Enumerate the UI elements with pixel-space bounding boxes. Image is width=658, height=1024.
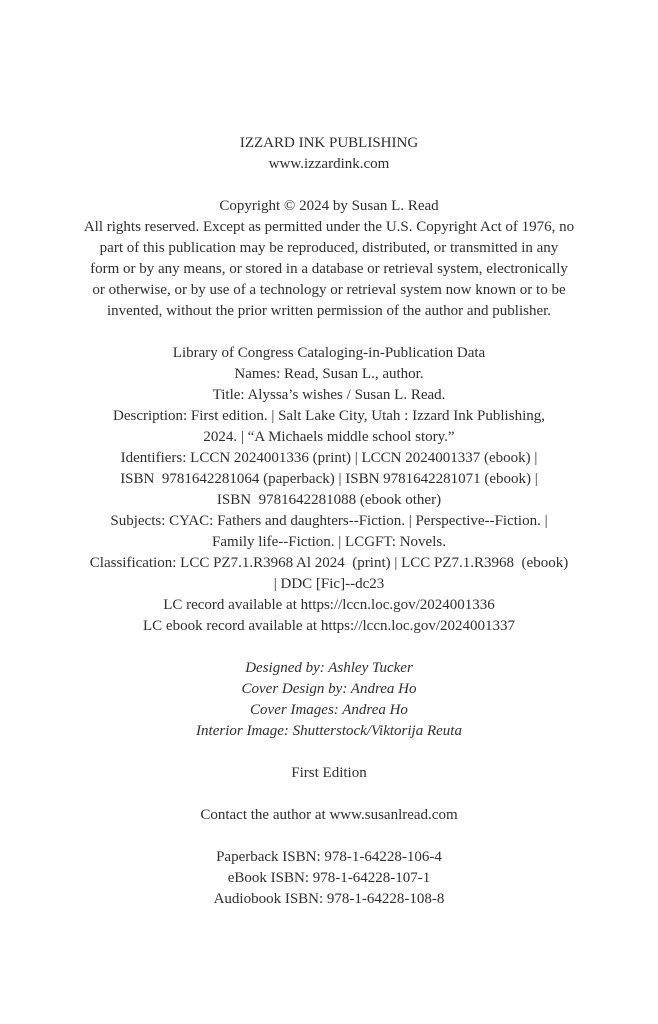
copyright-line: or otherwise, or by use of a technology or retrieval system now known or to be bbox=[92, 282, 566, 298]
cip-line: Subjects: CYAC: Fathers and daughters--Fiction. | Perspective--Fiction. | bbox=[110, 513, 548, 529]
cip-line: ISBN 9781642281088 (ebook other) bbox=[216, 492, 442, 508]
copyright-line: Copyright © 2024 by Susan L. Read bbox=[219, 198, 439, 214]
copyright-line: part of this publication may be reproduced, distributed, or transmitted in any bbox=[99, 240, 559, 256]
copyright-line: form or by any means, or stored in a database or retrieval system, electronically bbox=[90, 261, 568, 277]
edition-statement: First Edition bbox=[291, 765, 367, 781]
cip-line: Description: First edition. | Salt Lake City, Utah : Izzard Ink Publishing, bbox=[113, 408, 545, 424]
cip-line: Family life--Fiction. | LCGFT: Novels. bbox=[212, 534, 446, 550]
edition-block bbox=[30, 763, 628, 784]
credit-line: Interior Image: Shutterstock/Viktorija Reuta bbox=[196, 723, 462, 739]
contact-block bbox=[30, 805, 628, 826]
cip-line: 2024. | “A Michaels middle school story.” bbox=[203, 429, 455, 445]
cip-line: LC ebook record available at https://lccn.loc.gov/2024001337 bbox=[143, 618, 515, 634]
cip-line: Classification: LCC PZ7.1.R3968 Al 2024 (print) | LCC PZ7.1.R3968 (ebook) bbox=[89, 555, 569, 571]
cip-line: Identifiers: LCCN 2024001336 (print) | LCCN 2024001337 (ebook) | bbox=[120, 450, 538, 466]
credit-line: Cover Design by: Andrea Ho bbox=[241, 681, 417, 697]
publisher-name: IZZARD INK PUBLISHING bbox=[239, 135, 419, 151]
isbn-line: Paperback ISBN: 978-1-64228-106-4 bbox=[216, 849, 442, 865]
credit-line: Designed by: Ashley Tucker bbox=[245, 660, 413, 676]
credits-block bbox=[30, 658, 628, 742]
cip-line: Names: Read, Susan L., author. bbox=[234, 366, 424, 382]
author-contact: Contact the author at www.susanlread.com bbox=[200, 807, 458, 823]
cip-line: Library of Congress Cataloging-in-Publication Data bbox=[172, 345, 486, 361]
isbn-line: Audiobook ISBN: 978-1-64228-108-8 bbox=[213, 891, 445, 907]
isbn-line: eBook ISBN: 978-1-64228-107-1 bbox=[227, 870, 431, 886]
copyright-line: All rights reserved. Except as permitted under the U.S. Copyright Act of 1976, no bbox=[83, 219, 575, 235]
cip-line: LC record available at https://lccn.loc.gov/2024001336 bbox=[163, 597, 495, 613]
cip-line: | DDC [Fic]--dc23 bbox=[273, 576, 385, 592]
cip-line: Title: Alyssa’s wishes / Susan L. Read. bbox=[212, 387, 446, 403]
isbn-block bbox=[30, 847, 628, 910]
cip-block bbox=[30, 343, 628, 637]
publisher-website: www.izzardink.com bbox=[268, 156, 390, 172]
copyright-notice bbox=[30, 196, 628, 322]
cip-line: ISBN 9781642281064 (paperback) | ISBN 9781642281071 (ebook) | bbox=[120, 471, 538, 487]
credit-line: Cover Images: Andrea Ho bbox=[250, 702, 408, 718]
copyright-line: invented, without the prior written permission of the author and publisher. bbox=[106, 303, 552, 319]
publisher-block bbox=[30, 133, 628, 175]
